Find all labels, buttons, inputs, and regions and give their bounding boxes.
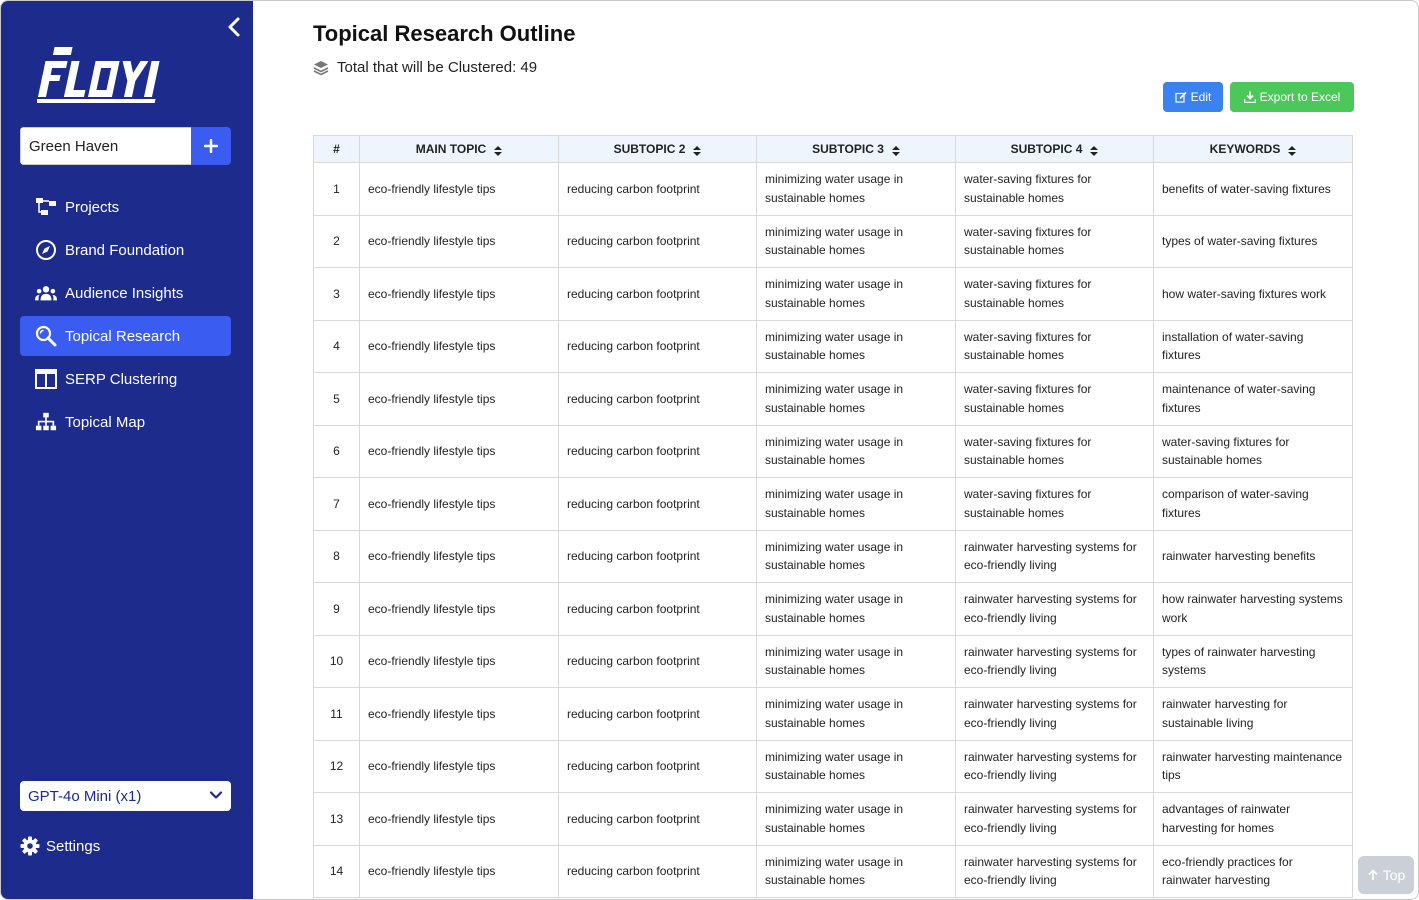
cell-subtopic-2: reducing carbon footprint [559, 478, 757, 531]
cell-number: 2 [314, 215, 360, 268]
sidebar-item-label: Topical Map [65, 413, 146, 431]
cell-main-topic: eco-friendly lifestyle tips [360, 583, 559, 636]
cell-subtopic-4: rainwater harvesting systems for eco-friendly living [956, 530, 1154, 583]
table-row [314, 635, 1353, 688]
header-number: # [314, 136, 360, 163]
cell-subtopic-4: rainwater harvesting systems for eco-friendly living [956, 583, 1154, 636]
sidebar-item-label: Brand Foundation [65, 241, 185, 259]
cell-subtopic-3: minimizing water usage in sustainable homes [757, 478, 956, 531]
cell-subtopic-2: reducing carbon footprint [559, 635, 757, 688]
users-icon [35, 282, 57, 304]
table-row [314, 163, 1353, 216]
cell-number: 6 [314, 425, 360, 478]
header-subtopic-2[interactable]: SUBTOPIC 2 [559, 136, 757, 163]
cell-main-topic: eco-friendly lifestyle tips [360, 793, 559, 846]
cell-subtopic-3: minimizing water usage in sustainable homes [757, 740, 956, 793]
main-content [253, 1, 1419, 900]
projects-icon [35, 196, 57, 218]
cell-subtopic-4: rainwater harvesting systems for eco-friendly living [956, 740, 1154, 793]
table-row [314, 688, 1353, 741]
outline-table [313, 135, 1353, 898]
sidebar-item-audience-insights[interactable] [20, 273, 231, 313]
cell-number: 5 [314, 373, 360, 426]
cell-main-topic: eco-friendly lifestyle tips [360, 215, 559, 268]
sort-icon [892, 145, 900, 155]
cell-subtopic-2: reducing carbon footprint [559, 688, 757, 741]
cell-number: 11 [314, 688, 360, 741]
cell-keyword: rainwater harvesting benefits [1154, 530, 1353, 583]
collapse-sidebar-icon[interactable] [223, 15, 247, 39]
cell-main-topic: eco-friendly lifestyle tips [360, 425, 559, 478]
cell-subtopic-2: reducing carbon footprint [559, 740, 757, 793]
cell-subtopic-2: reducing carbon footprint [559, 583, 757, 636]
edit-icon [1175, 91, 1187, 103]
cell-subtopic-3: minimizing water usage in sustainable homes [757, 635, 956, 688]
cell-keyword: installation of water-saving fixtures [1154, 320, 1353, 373]
cell-keyword: benefits of water-saving fixtures [1154, 163, 1353, 216]
cell-keyword: advantages of rainwater harvesting for homes [1154, 793, 1353, 846]
cell-number: 1 [314, 163, 360, 216]
cell-main-topic: eco-friendly lifestyle tips [360, 845, 559, 898]
cell-keyword: how water-saving fixtures work [1154, 268, 1353, 321]
cell-keyword: comparison of water-saving fixtures [1154, 478, 1353, 531]
cell-subtopic-3: minimizing water usage in sustainable homes [757, 425, 956, 478]
sidebar-item-label: Audience Insights [65, 284, 184, 302]
cell-keyword: types of rainwater harvesting systems [1154, 635, 1353, 688]
header-subtopic-3[interactable]: SUBTOPIC 3 [757, 136, 956, 163]
layers-icon [313, 60, 329, 76]
cell-number: 8 [314, 530, 360, 583]
add-project-button[interactable] [191, 127, 231, 165]
page-title: Topical Research Outline [313, 21, 576, 46]
cell-subtopic-3: minimizing water usage in sustainable homes [757, 163, 956, 216]
header-main-topic[interactable]: MAIN TOPIC [360, 136, 559, 163]
settings-link[interactable] [20, 835, 100, 857]
sidebar-nav [20, 187, 231, 445]
settings-label: Settings [46, 837, 101, 855]
cell-main-topic: eco-friendly lifestyle tips [360, 320, 559, 373]
gear-icon [20, 836, 40, 856]
table-header-row [314, 136, 1353, 163]
cell-subtopic-2: reducing carbon footprint [559, 845, 757, 898]
table-row [314, 478, 1353, 531]
cell-number: 13 [314, 793, 360, 846]
sidebar-item-serp-clustering[interactable] [20, 359, 231, 399]
cell-subtopic-3: minimizing water usage in sustainable homes [757, 373, 956, 426]
chevron-down-icon [209, 788, 223, 806]
cell-main-topic: eco-friendly lifestyle tips [360, 530, 559, 583]
download-icon [1244, 91, 1256, 103]
project-selector [20, 127, 231, 165]
cell-keyword: water-saving fixtures for sustainable homes [1154, 425, 1353, 478]
table-row [314, 320, 1353, 373]
cell-subtopic-4: rainwater harvesting systems for eco-friendly living [956, 793, 1154, 846]
project-name-input[interactable] [20, 127, 191, 165]
scroll-top-button[interactable] [1358, 856, 1414, 894]
cell-subtopic-3: minimizing water usage in sustainable homes [757, 845, 956, 898]
table-row [314, 268, 1353, 321]
cell-keyword: how rainwater harvesting systems work [1154, 583, 1353, 636]
cell-subtopic-2: reducing carbon footprint [559, 425, 757, 478]
cell-subtopic-4: water-saving fixtures for sustainable homes [956, 215, 1154, 268]
cell-subtopic-3: minimizing water usage in sustainable homes [757, 530, 956, 583]
cell-number: 10 [314, 635, 360, 688]
cell-keyword: eco-friendly practices for rainwater harvesting [1154, 845, 1353, 898]
cell-subtopic-4: water-saving fixtures for sustainable homes [956, 478, 1154, 531]
cell-subtopic-2: reducing carbon footprint [559, 793, 757, 846]
cell-subtopic-3: minimizing water usage in sustainable homes [757, 793, 956, 846]
header-keywords[interactable]: KEYWORDS [1154, 136, 1353, 163]
sort-icon [1090, 145, 1098, 155]
cell-main-topic: eco-friendly lifestyle tips [360, 163, 559, 216]
cell-main-topic: eco-friendly lifestyle tips [360, 635, 559, 688]
cell-main-topic: eco-friendly lifestyle tips [360, 740, 559, 793]
table-row [314, 845, 1353, 898]
table-row [314, 215, 1353, 268]
cell-main-topic: eco-friendly lifestyle tips [360, 688, 559, 741]
cell-subtopic-2: reducing carbon footprint [559, 530, 757, 583]
sidebar-item-label: Projects [65, 198, 120, 216]
cell-number: 12 [314, 740, 360, 793]
clustered-total-text: Total that will be Clustered: 49 [337, 59, 538, 76]
table-row [314, 530, 1353, 583]
cell-subtopic-2: reducing carbon footprint [559, 320, 757, 373]
sidebar-item-projects[interactable] [20, 187, 231, 227]
sidebar-item-topical-research[interactable] [20, 316, 231, 356]
model-select[interactable] [20, 781, 231, 811]
cell-keyword: maintenance of water-saving fixtures [1154, 373, 1353, 426]
table-row [314, 425, 1353, 478]
cell-main-topic: eco-friendly lifestyle tips [360, 268, 559, 321]
cell-main-topic: eco-friendly lifestyle tips [360, 478, 559, 531]
cell-subtopic-2: reducing carbon footprint [559, 373, 757, 426]
cell-number: 3 [314, 268, 360, 321]
cell-subtopic-2: reducing carbon footprint [559, 163, 757, 216]
cell-subtopic-4: rainwater harvesting systems for eco-friendly living [956, 845, 1154, 898]
edit-button[interactable] [1163, 82, 1223, 112]
model-select-value: GPT-4o Mini (x1) [28, 787, 142, 805]
cell-subtopic-3: minimizing water usage in sustainable homes [757, 688, 956, 741]
cell-number: 14 [314, 845, 360, 898]
cell-subtopic-3: minimizing water usage in sustainable homes [757, 583, 956, 636]
floyi-logo [37, 45, 161, 103]
cell-subtopic-4: rainwater harvesting systems for eco-friendly living [956, 688, 1154, 741]
sort-icon [1288, 145, 1296, 155]
cell-keyword: types of water-saving fixtures [1154, 215, 1353, 268]
cell-subtopic-4: water-saving fixtures for sustainable homes [956, 373, 1154, 426]
sort-icon [693, 145, 701, 155]
scroll-top-label: Top [1382, 867, 1406, 883]
cell-subtopic-3: minimizing water usage in sustainable homes [757, 215, 956, 268]
cell-subtopic-3: minimizing water usage in sustainable homes [757, 320, 956, 373]
table-row [314, 583, 1353, 636]
cell-subtopic-2: reducing carbon footprint [559, 268, 757, 321]
table-row [314, 793, 1353, 846]
edit-button-label: Edit [1190, 90, 1212, 104]
cell-keyword: rainwater harvesting for sustainable living [1154, 688, 1353, 741]
header-subtopic-4[interactable]: SUBTOPIC 4 [956, 136, 1154, 163]
search-icon [35, 325, 57, 347]
sidebar-item-brand-foundation[interactable] [20, 230, 231, 270]
cell-subtopic-4: rainwater harvesting systems for eco-friendly living [956, 635, 1154, 688]
cell-number: 9 [314, 583, 360, 636]
cell-number: 4 [314, 320, 360, 373]
export-button-label: Export to Excel [1259, 90, 1341, 104]
table-body [314, 163, 1353, 898]
cell-number: 7 [314, 478, 360, 531]
plus-icon [204, 139, 218, 153]
sidebar [1, 1, 253, 900]
sidebar-item-topical-map[interactable] [20, 402, 231, 442]
cell-main-topic: eco-friendly lifestyle tips [360, 373, 559, 426]
cell-subtopic-4: water-saving fixtures for sustainable homes [956, 163, 1154, 216]
sort-icon [494, 145, 502, 155]
table-row [314, 373, 1353, 426]
sidebar-item-label: Topical Research [65, 327, 181, 345]
columns-icon [35, 368, 57, 390]
clustered-total [313, 59, 537, 76]
cell-subtopic-3: minimizing water usage in sustainable homes [757, 268, 956, 321]
compass-icon [35, 239, 57, 261]
cell-subtopic-2: reducing carbon footprint [559, 215, 757, 268]
cell-keyword: rainwater harvesting maintenance tips [1154, 740, 1353, 793]
sitemap-icon [35, 411, 57, 433]
arrow-up-icon [1367, 869, 1379, 881]
sidebar-item-label: SERP Clustering [65, 370, 178, 388]
cell-subtopic-4: water-saving fixtures for sustainable homes [956, 425, 1154, 478]
export-excel-button[interactable] [1230, 82, 1354, 112]
cell-subtopic-4: water-saving fixtures for sustainable homes [956, 268, 1154, 321]
table-row [314, 740, 1353, 793]
cell-subtopic-4: water-saving fixtures for sustainable homes [956, 320, 1154, 373]
